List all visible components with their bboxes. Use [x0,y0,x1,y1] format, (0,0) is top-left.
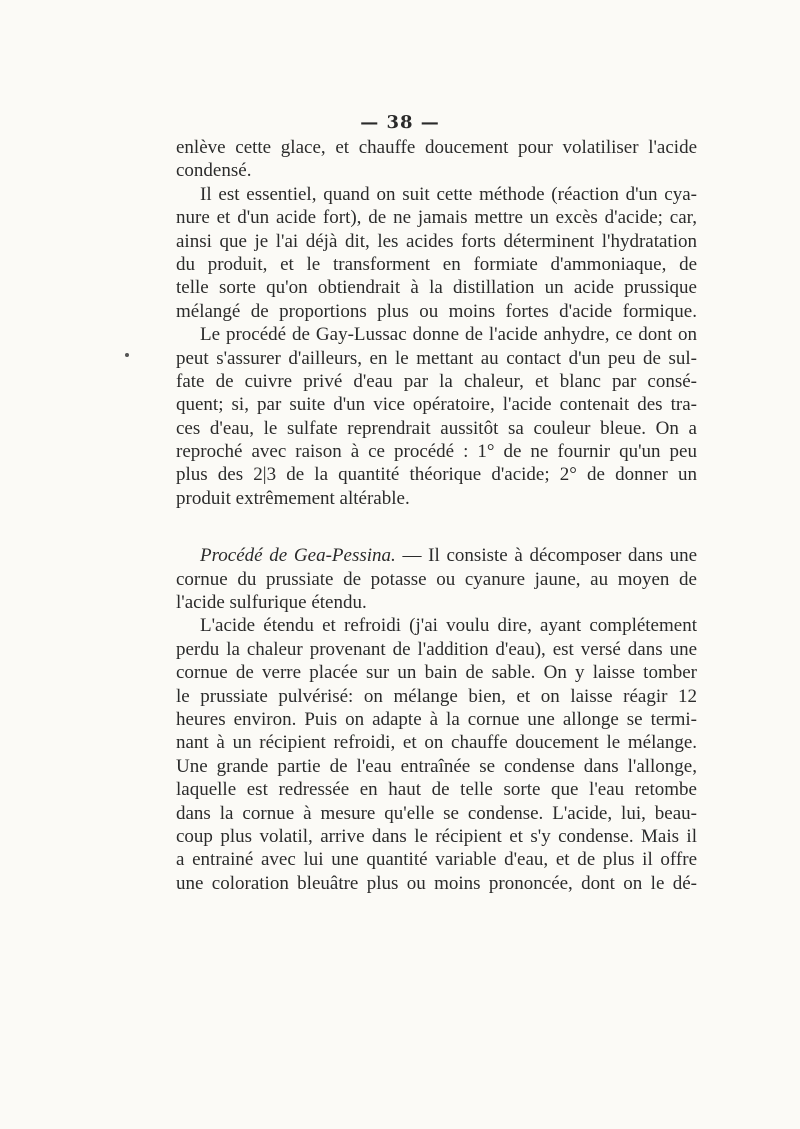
text-line: condensé. [176,160,252,182]
text-line [176,544,697,567]
section-heading: Procédé de Gea-Pessina. [200,545,396,567]
paragraph-2 [176,183,697,323]
text-line: dans la cornue à mesure qu'elle se condense. L'acide, lui, beau- [176,802,697,824]
text-line: ces d'eau, le sulfate reprendrait aussitôt sa couleur bleue. On a [176,417,697,439]
text-line: reproché avec raison à ce procédé : 1° de ne fournir qu'un peu [176,441,697,463]
section-spacer [176,510,697,544]
text-line: enlève cette glace, et chauffe doucement pour volatiliser l'acide [176,137,697,158]
text-line: L'acide étendu et refroidi (j'ai voulu dire, ayant complétement [200,615,697,637]
text-line: nant à un récipient refroidi, et on chauffe doucement le mélange. [176,732,697,754]
paragraph-4 [176,544,697,614]
text-line: du produit, et le transforment en formiate d'ammoniaque, de [176,253,697,275]
margin-mark [125,353,129,357]
text-line: cornue du prussiate de potasse ou cyanure jaune, au moyen de [176,568,697,590]
text-line: coup plus volatil, arrive dans le récipient et s'y condense. Mais il [176,825,697,847]
text-line: Il est essentiel, quand on suit cette méthode (réaction d'un cya- [200,183,697,205]
text-line: le prussiate pulvérisé: on mélange bien, et on laisse réagir 12 [176,685,697,707]
paragraph-1 [176,136,697,183]
text-line: fate de cuivre privé d'eau par la chaleur, et blanc par consé- [176,370,697,392]
paragraph-3 [176,323,697,510]
text-line: Une grande partie de l'eau entraînée se condense dans l'allonge, [176,755,697,777]
text-line: telle sorte qu'on obtiendrait à la distillation un acide prussique [176,277,697,299]
text-line: mélangé de proportions plus ou moins fortes d'acide formique. [176,300,697,322]
text-line: quent; si, par suite d'un vice opératoire, l'acide contenait des tra- [176,394,697,416]
body-text [176,136,697,895]
text-line: laquelle est redressée en haut de telle sorte que l'eau retombe [176,779,697,801]
text-line: a entrainé avec lui une quantité variable d'eau, et de plus il offre [176,849,697,871]
text-line: une coloration bleuâtre plus ou moins prononcée, dont on le dé- [176,872,697,894]
text-line: peut s'assurer d'ailleurs, en le mettant au contact d'un peu de sul- [176,347,697,369]
text-line: l'acide sulfurique étendu. [176,592,367,614]
heading-continuation: — Il consiste à décomposer dans une [395,545,698,567]
text-line: cornue de verre placée sur un bain de sable. On y laisse tomber [176,662,697,684]
paragraph-5 [176,614,697,895]
text-line: ainsi que je l'ai déjà dit, les acides forts déterminent l'hydratation [176,230,697,252]
text-line: nure et d'un acide fort), de ne jamais mettre un excès d'acide; car, [176,207,697,229]
text-line: plus des 2|3 de la quantité théorique d'acide; 2° de donner un [176,464,697,486]
text-line: heures environ. Puis on adapte à la cornue une allonge se termi- [176,708,697,730]
page-number: — 38 — [360,112,440,133]
text-line: perdu la chaleur provenant de l'addition d'eau), est versé dans une [176,638,697,660]
text-line: Le procédé de Gay-Lussac donne de l'acide anhydre, ce dont on [200,324,697,346]
text-line: produit extrêmement altérable. [176,487,410,509]
